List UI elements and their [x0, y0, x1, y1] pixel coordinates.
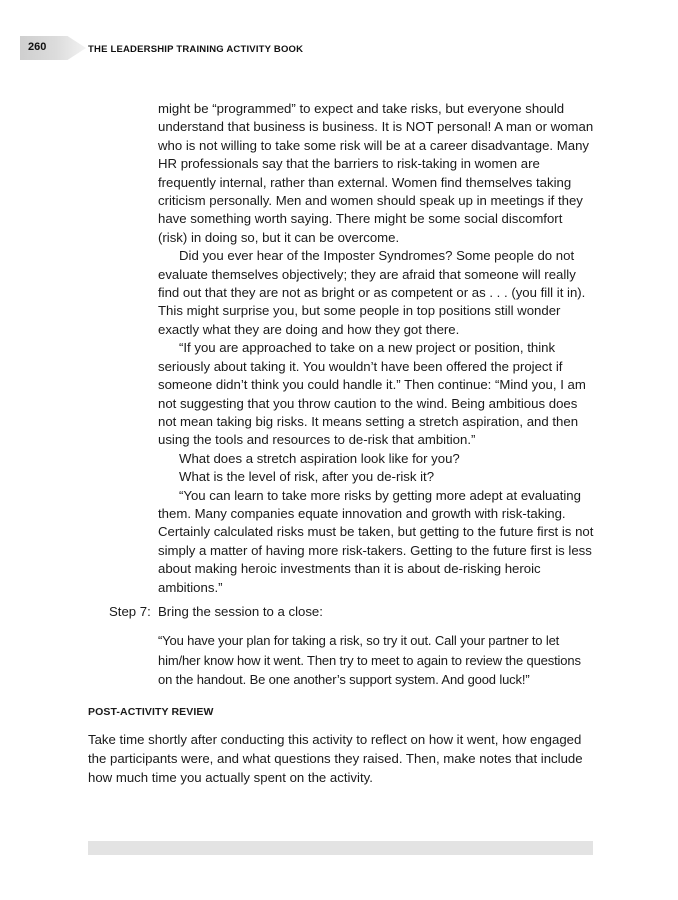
- footer-bar: [88, 841, 593, 855]
- question: What is the level of risk, after you de-risk it?: [179, 469, 435, 485]
- step-7: [109, 603, 599, 621]
- step-label: Step 7:: [109, 604, 151, 619]
- paragraph: “You can learn to take more risks by getting more adept at evaluating them. Many companies equate innovation and growth with risk-taking. Certainly calculated risks must be taken, but getting to the future first is not simply a matter of having more risk-takers. Getting to the future first is less about making heroic investments than it is about de-risking heroic ambitions.”: [158, 487, 594, 595]
- post-activity-text: Take time shortly after conducting this activity to reflect on how it went, how engaged the participants were, and what questions they raised. Then, make notes that include how much time you actually spent on the activity.: [88, 732, 583, 786]
- step-7-quote: “You have your plan for taking a risk, so try it out. Call your partner to let him/her know how it went. Then try to meet to again to review the questions on the handout. Be one another’s support system. And good luck!”: [158, 633, 581, 687]
- paragraph: might be “programmed” to expect and take risks, but everyone should understand that business is business. It is NOT personal! A man or woman who is not willing to take some risk will be at a career disadvantage. Many HR professionals say that the barriers to risk-taking in women are frequently internal, rather than external. Women find themselves taking criticism personally. Men and women should speak up in meetings if they have something worth saying. There might be some social discomfort (risk) in doing so, but it can be overcome.: [158, 101, 594, 245]
- page-header: [0, 36, 678, 62]
- paragraph: Did you ever hear of the Imposter Syndromes? Some people do not evaluate themselves objectively; they are afraid that someone will really find out that they are not as bright or as competent or as . . . (you fill it in). This might surprise you, but some people in top positions still wonder exactly what they are doing and how they got there.: [158, 248, 586, 337]
- body-text: [158, 100, 594, 597]
- paragraph: “If you are approached to take on a new project or position, think seriously about taking it. You wouldn’t have been offered the project if someone didn’t think you could handle it.” Then continue: “Mind you, I am not suggesting that you throw caution to the wind. Being ambitious does not mean taking big risks. It means setting a stretch aspiration, and then using the tools and resources to de-risk that ambition.”: [158, 340, 586, 448]
- section-heading: POST-ACTIVITY REVIEW: [88, 706, 214, 718]
- page-number: 260: [28, 41, 47, 53]
- question: What does a stretch aspiration look like for you?: [179, 450, 460, 466]
- step-text: Bring the session to a close:: [158, 604, 323, 619]
- running-head: THE LEADERSHIP TRAINING ACTIVITY BOOK: [88, 44, 304, 55]
